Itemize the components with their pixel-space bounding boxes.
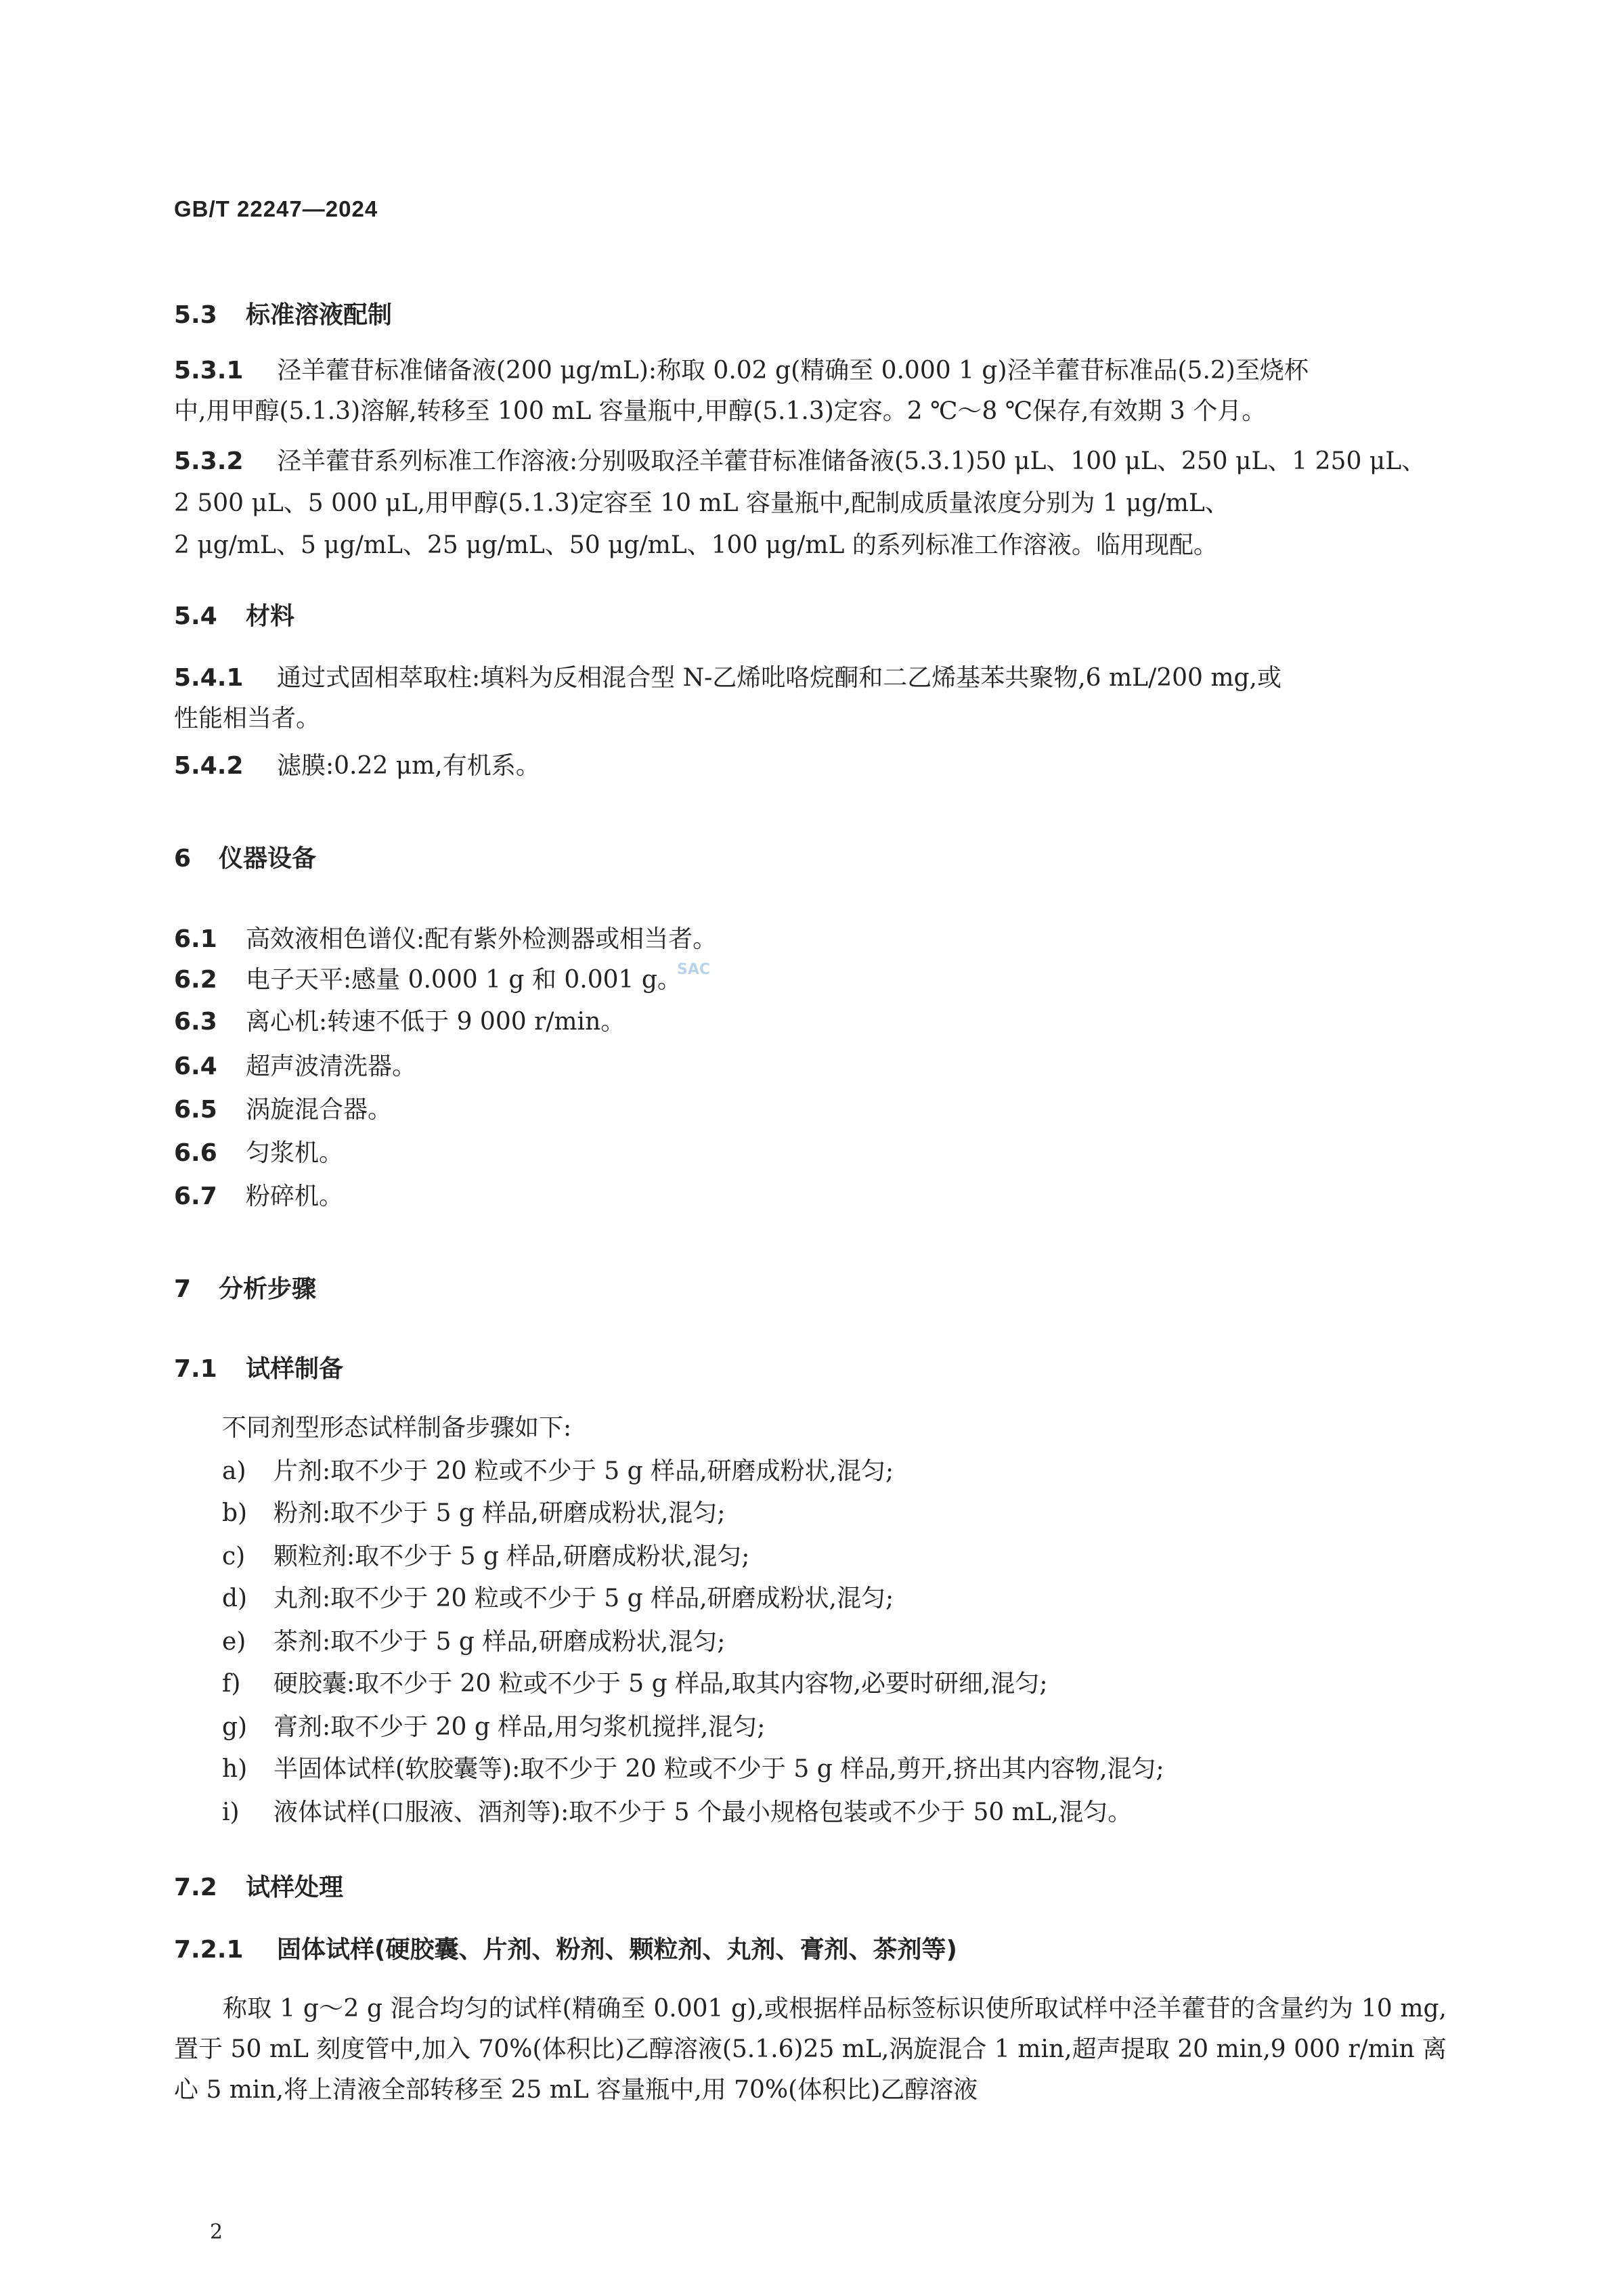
list-intro: 不同剂型形态试样制备步骤如下: — [222, 1414, 572, 1442]
clause-number: 5.4.1 — [174, 664, 244, 692]
list-text: 液体试样(口服液、酒剂等):取不少于 5 个最小规格包装或不少于 50 mL,混匀。 — [273, 1798, 1133, 1826]
section-heading-5-3 — [174, 296, 392, 330]
list-item — [222, 1499, 725, 1528]
section-title: 试样处理 — [246, 1874, 344, 1901]
clause-number: 5.3.1 — [174, 357, 244, 384]
list-item — [222, 1627, 725, 1656]
list-label: c) — [222, 1543, 246, 1570]
list-item — [222, 1669, 1048, 1698]
list-item — [222, 1754, 1164, 1784]
section-number: 7.2 — [174, 1874, 217, 1901]
document-id: GB/T 22247—2024 — [174, 196, 378, 221]
equipment-item — [174, 1052, 416, 1081]
section-heading-5-4 — [174, 597, 294, 632]
equipment-item — [174, 965, 682, 994]
item-number: 6.7 — [174, 1183, 217, 1210]
clause-number: 5.3.2 — [174, 447, 244, 475]
clause-5-3-1-line-2: 中,用甲醇(5.1.3)溶解,转移至 100 mL 容量瓶中,甲醇(5.1.3)定容。2 ℃～8 ℃保存,有效期 3 个月。 — [174, 397, 1267, 425]
item-number: 6.1 — [174, 925, 217, 953]
section-number: 6 — [174, 845, 192, 873]
item-text: 电子天平:感量 0.000 1 g 和 0.001 g。 — [246, 966, 682, 994]
section-title: 分析步骤 — [219, 1275, 317, 1303]
equipment-item — [174, 1182, 343, 1211]
page-number: 2 — [210, 2220, 223, 2244]
list-text: 颗粒剂:取不少于 5 g 样品,研磨成粉状,混匀; — [273, 1543, 750, 1570]
list-item — [222, 1713, 765, 1742]
list-item — [222, 1584, 894, 1613]
equipment-item — [174, 925, 717, 954]
list-label: d) — [222, 1585, 248, 1612]
list-item — [222, 1798, 1132, 1827]
clause-5-3-2-line-3: 2 μg/mL、5 μg/mL、25 μg/mL、50 μg/mL、100 μg/mL 的系列标准工作溶液。临用现配。 — [174, 531, 1218, 559]
list-label: g) — [222, 1713, 248, 1741]
clause-text: 通过式固相萃取柱:填料为反相混合型 N-乙烯吡咯烷酮和二乙烯基苯共聚物,6 mL/200 mg,或 — [277, 664, 1281, 692]
section-title: 仪器设备 — [219, 845, 317, 873]
list-text: 硬胶囊:取不少于 20 粒或不少于 5 g 样品,取其内容物,必要时研细,混匀; — [273, 1670, 1048, 1698]
item-text: 超声波清洗器。 — [246, 1053, 417, 1080]
clause-5-3-2-line-2: 2 500 μL、5 000 μL,用甲醇(5.1.3)定容至 10 mL 容量瓶中,配制成质量浓度分别为 1 μg/mL、 — [174, 489, 1229, 517]
clause-5-3-1-line-1 — [174, 356, 1309, 385]
clause-5-4-1-line-1 — [174, 663, 1281, 692]
section-heading-7-1 — [174, 1350, 343, 1384]
section-number: 7.2.1 — [174, 1936, 244, 1964]
clause-text: 泾羊藿苷系列标准工作溶液:分别吸取泾羊藿苷标准储备液(5.3.1)50 μL、100 μL、250 μL、1 250 μL、 — [277, 447, 1426, 475]
list-label: f) — [222, 1670, 241, 1698]
section-number: 7.1 — [174, 1355, 217, 1383]
item-text: 匀浆机。 — [246, 1139, 344, 1167]
clause-5-3-2-line-1 — [174, 447, 1426, 476]
item-number: 6.3 — [174, 1008, 217, 1036]
item-text: 粉碎机。 — [246, 1183, 344, 1210]
item-number: 6.4 — [174, 1053, 217, 1080]
list-text: 粉剂:取不少于 5 g 样品,研磨成粉状,混匀; — [273, 1499, 726, 1527]
section-heading-7 — [174, 1270, 316, 1304]
list-text: 茶剂:取不少于 5 g 样品,研磨成粉状,混匀; — [273, 1628, 726, 1656]
clause-text: 泾羊藿苷标准储备液(200 μg/mL):称取 0.02 g(精确至 0.000 1 g)泾羊藿苷标准品(5.2)至烧杯 — [277, 357, 1309, 384]
item-number: 6.2 — [174, 966, 217, 994]
section-heading-7-2 — [174, 1868, 343, 1903]
section-number: 7 — [174, 1275, 192, 1303]
list-label: b) — [222, 1499, 248, 1527]
section-number: 5.3 — [174, 301, 217, 329]
list-label: h) — [222, 1755, 248, 1783]
list-item — [222, 1542, 749, 1571]
item-number: 6.5 — [174, 1096, 217, 1124]
equipment-item — [174, 1007, 625, 1036]
clause-5-4-2 — [174, 751, 540, 780]
section-heading-7-2-1 — [174, 1930, 957, 1965]
list-text: 片剂:取不少于 20 粒或不少于 5 g 样品,研磨成粉状,混匀; — [273, 1457, 894, 1485]
section-title: 材料 — [246, 602, 295, 630]
clause-5-4-1-line-2: 性能相当者。 — [174, 705, 321, 732]
section-number: 5.4 — [174, 602, 217, 630]
list-text: 半固体试样(软胶囊等):取不少于 20 粒或不少于 5 g 样品,剪开,挤出其内容物,混匀; — [273, 1755, 1164, 1783]
sac-watermark: SAC — [677, 961, 711, 978]
list-label: a) — [222, 1457, 246, 1485]
list-text: 丸剂:取不少于 20 粒或不少于 5 g 样品,研磨成粉状,混匀; — [273, 1585, 894, 1612]
item-text: 高效液相色谱仪:配有紫外检测器或相当者。 — [246, 925, 718, 953]
section-heading-6 — [174, 839, 316, 874]
section-title: 标准溶液配制 — [246, 301, 393, 329]
list-text: 膏剂:取不少于 20 g 样品,用匀浆机搅拌,混匀; — [273, 1713, 766, 1741]
list-item — [222, 1457, 894, 1486]
procedure-paragraph: 称取 1 g～2 g 混合均匀的试样(精确至 0.001 g),或根据样品标签标识使所取试样中泾羊藿苷的含量约为 10 mg,置于 50 mL 刻度管中,加入 70%(体积比)乙醇溶液(5.1.6)25 mL,涡旋混合 1 min,超声提取 20 min,9 000 r/min 离心 5 min,将上清液全部转移至 25 mL 容量瓶中,用 70%(体积比)乙醇溶液 — [174, 1995, 1447, 2104]
clause-text: 滤膜:0.22 μm,有机系。 — [277, 752, 540, 780]
clause-number: 5.4.2 — [174, 752, 244, 780]
item-text: 涡旋混合器。 — [246, 1096, 393, 1124]
item-text: 离心机:转速不低于 9 000 r/min。 — [246, 1008, 626, 1036]
equipment-item — [174, 1139, 343, 1168]
equipment-item — [174, 1095, 392, 1124]
list-label: e) — [222, 1628, 246, 1656]
section-title: 固体试样(硬胶囊、片剂、粉剂、颗粒剂、丸剂、膏剂、茶剂等) — [277, 1936, 957, 1964]
section-title: 试样制备 — [246, 1355, 344, 1383]
item-number: 6.6 — [174, 1139, 217, 1167]
list-label: i) — [222, 1798, 240, 1826]
